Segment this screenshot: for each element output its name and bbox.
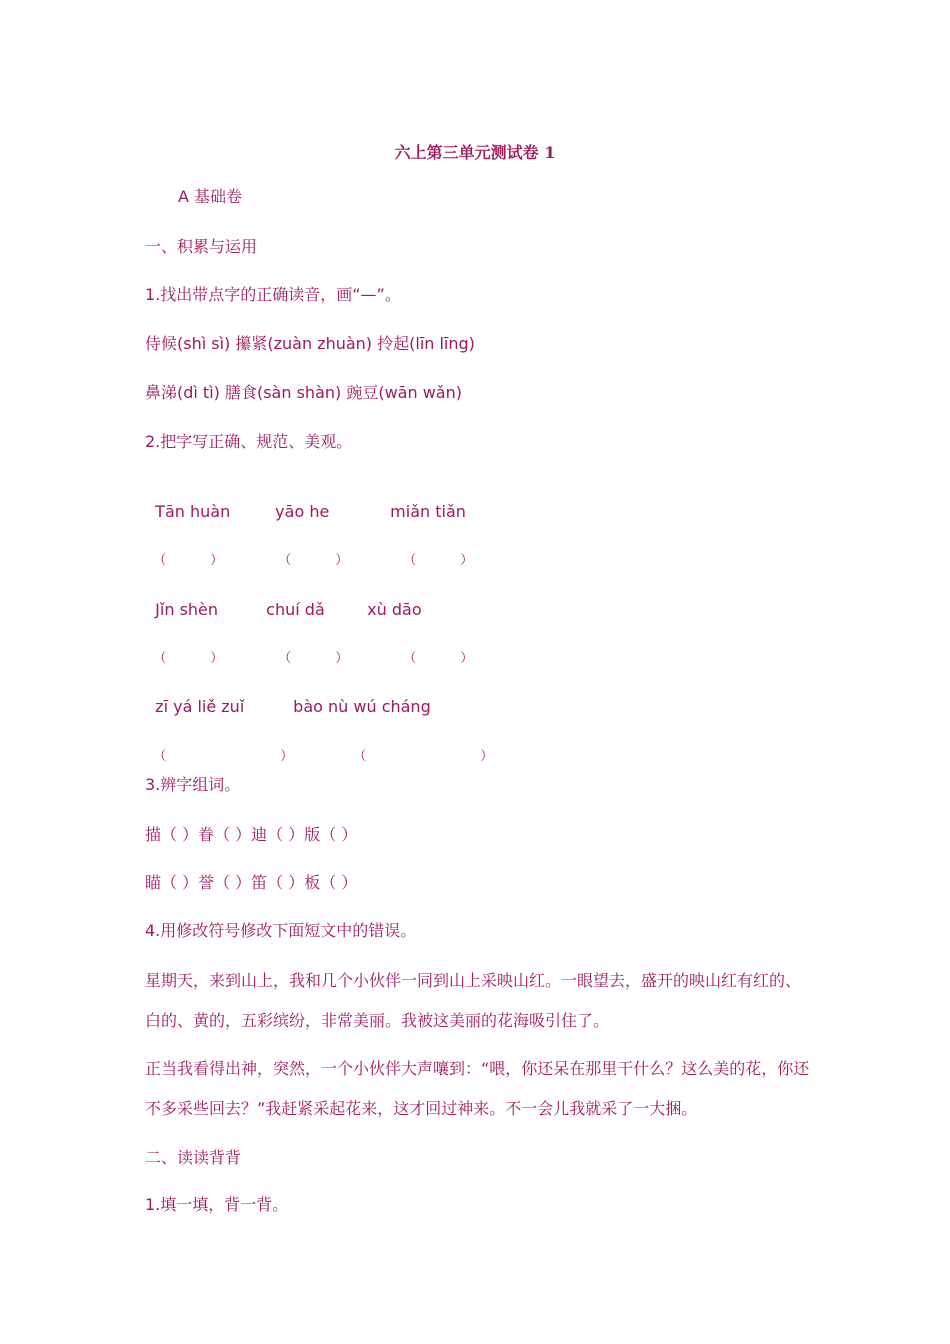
answer-blank[interactable]: （ ）	[403, 651, 474, 666]
pinyin-item: zī yá liě zuǐ	[155, 697, 245, 716]
pinyin-item: chuí dǎ	[266, 600, 325, 619]
pinyin-row-3	[145, 677, 431, 717]
question-4: 4.用修改符号修改下面短文中的错误。	[145, 921, 417, 940]
pinyin-row-1	[145, 482, 466, 522]
question-1: 1.找出带点字的正确读音，画“—”。	[145, 285, 401, 304]
answer-blanks-row-2	[145, 629, 473, 669]
question-3-line-1: 描（ ）眷（ ）迪（ ）版（ ）	[145, 825, 358, 844]
answer-blank[interactable]: （ ）	[278, 553, 349, 568]
pinyin-item: Jǐn shèn	[155, 600, 219, 619]
answer-blank[interactable]: （ ）	[153, 651, 224, 666]
question-2: 2.把字写正确、规范、美观。	[145, 432, 353, 451]
pinyin-item: yāo he	[275, 502, 330, 521]
part-two-question-1: 1.填一填，背一背。	[145, 1195, 289, 1214]
question-1-line-2: 鼻涕(dì tì) 膳食(sàn shàn) 豌豆(wān wǎn)	[145, 383, 462, 402]
pinyin-item: xù dāo	[367, 600, 422, 619]
answer-blank[interactable]: （ ）	[153, 749, 294, 764]
answer-blank[interactable]: （ ）	[403, 553, 474, 568]
question-1-line-1: 侍候(shì sì) 攥紧(zuàn zhuàn) 拎起(līn līng)	[145, 334, 475, 353]
pinyin-item: miǎn tiǎn	[390, 502, 466, 521]
passage-paragraph-2: 正当我看得出神，突然，一个小伙伴大声嚷到：“喂，你还呆在那里干什么？这么美的花，你还不多采些回去？”我赶紧采起花来，这才回过神来。不一会儿我就采了一大捆。	[145, 1059, 810, 1118]
part-one-heading: 一、积累与运用	[145, 237, 258, 256]
section-a-label: A 基础卷	[178, 187, 243, 206]
part-two-heading: 二、读读背背	[145, 1148, 242, 1167]
question-3-line-2: 瞄（ ）誉（ ）笛（ ）板（ ）	[145, 873, 358, 892]
question-3: 3.辨字组词。	[145, 775, 241, 794]
pinyin-item: Tān huàn	[155, 502, 231, 521]
pinyin-item: bào nù wú cháng	[293, 697, 431, 716]
answer-blanks-row-1	[145, 531, 473, 571]
page-title: 六上第三单元测试卷 1	[394, 143, 556, 162]
answer-blank[interactable]: （ ）	[153, 553, 224, 568]
answer-blank[interactable]: （ ）	[353, 749, 494, 764]
pinyin-row-2	[145, 580, 422, 620]
answer-blank[interactable]: （ ）	[278, 651, 349, 666]
passage-paragraph-1: 星期天，来到山上，我和几个小伙伴一同到山上采映山红。一眼望去，盛开的映山红有红的、白的、黄的，五彩缤纷，非常美丽。我被这美丽的花海吸引住了。	[145, 971, 802, 1030]
answer-blanks-row-3	[145, 727, 493, 767]
